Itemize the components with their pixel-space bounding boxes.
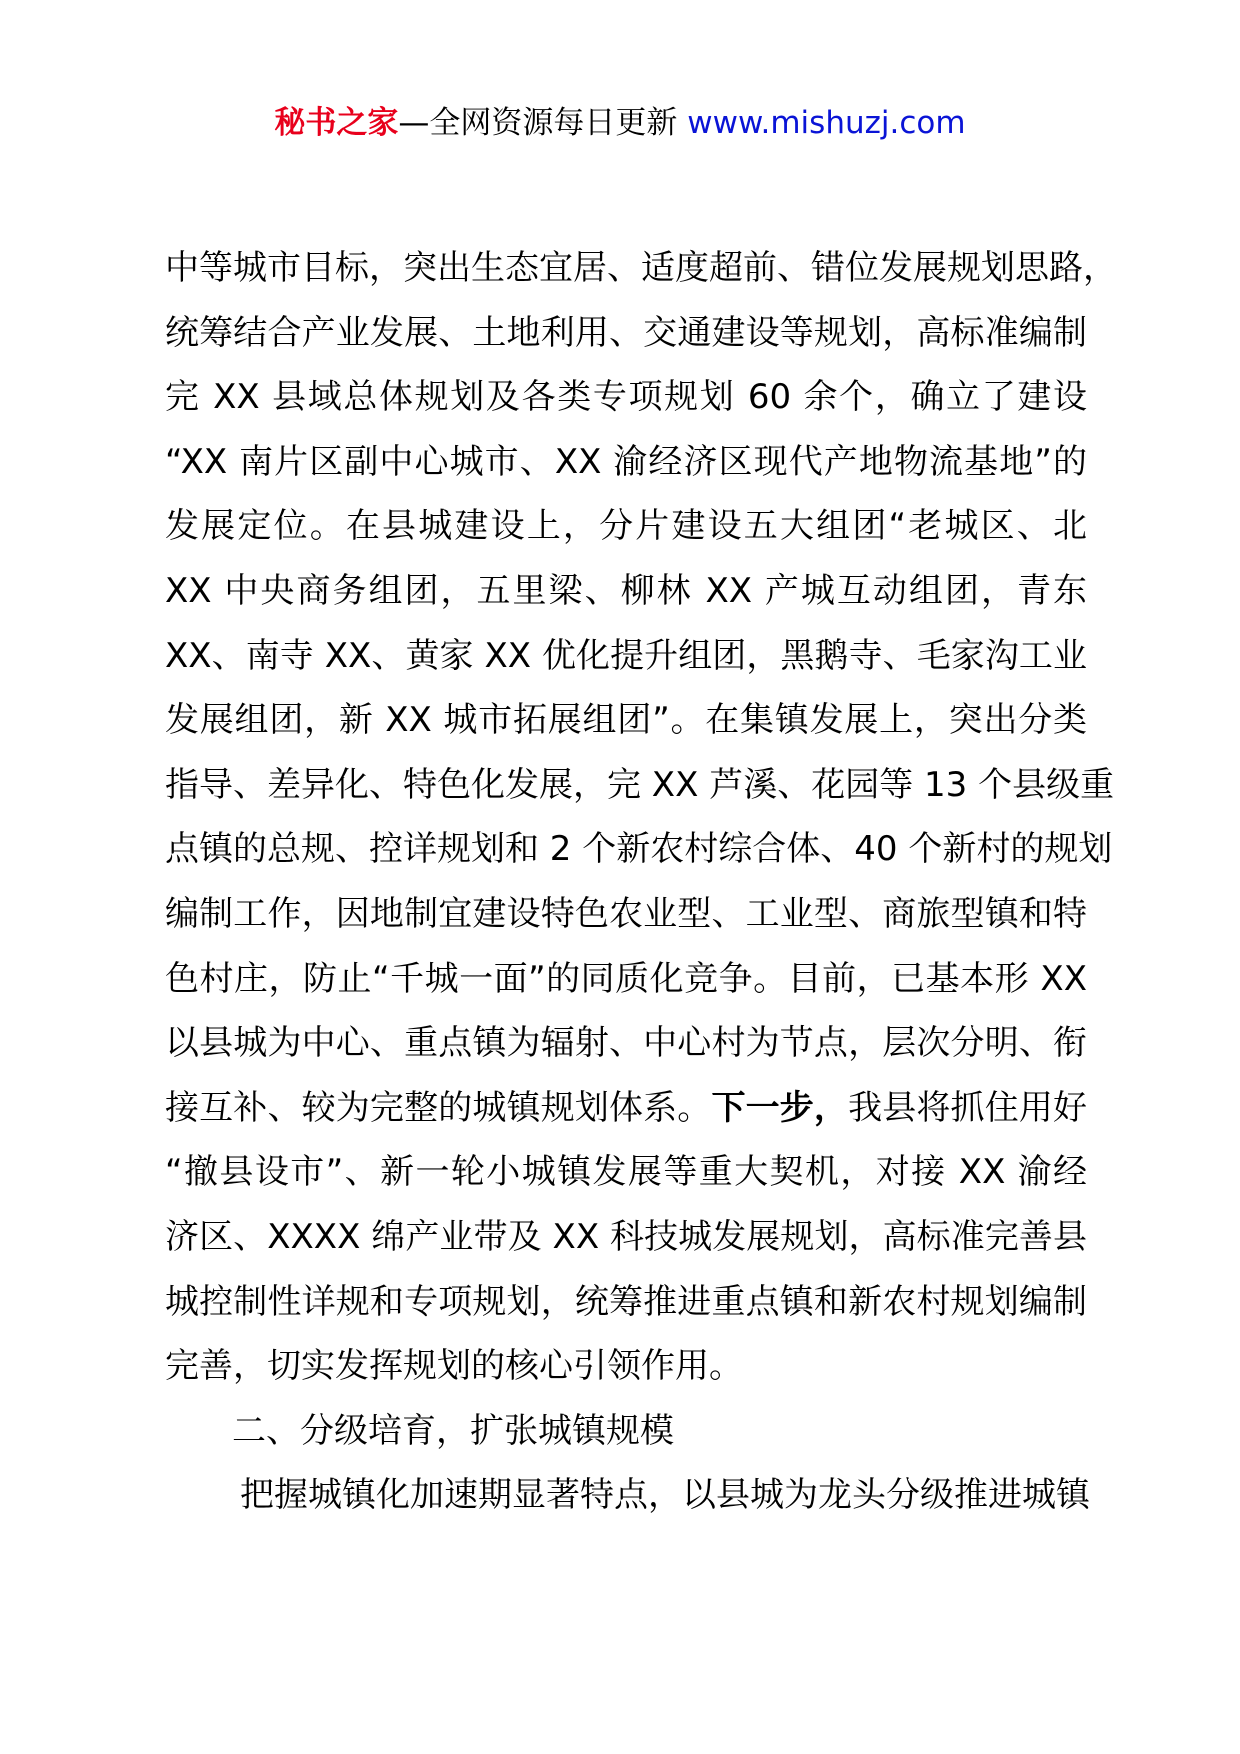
emphasis-next-step: 下一步， — [711, 1087, 849, 1128]
body-line: 点镇的总规、控详规划和 2 个新农村综合体、40 个新村的规划 — [165, 829, 1113, 870]
body-line: 发展组团，新 XX 城市拓展组团”。在集镇发展上，突出分类 — [165, 700, 1087, 741]
body-line: 编制工作，因地制宜建设特色农业型、工业型、商旅型镇和特 — [165, 893, 1087, 934]
body-line-with-emphasis — [165, 1076, 1087, 1141]
body-line: 完 XX 县域总体规划及各类专项规划 60 余个，确立了建设 — [165, 377, 1087, 418]
site-header — [0, 100, 1240, 146]
body-line: 中等城市目标，突出生态宜居、适度超前、错位发展规划思路， — [165, 248, 1117, 288]
body-line: 指导、差异化、特色化发展，完 XX 芦溪、花园等 13 个县级重 — [165, 764, 1115, 805]
body-line: 济区、XXXX 绵产业带及 XX 科技城发展规划，高标准完善县 — [165, 1216, 1087, 1257]
site-tagline: —全网资源每日更新 — [398, 105, 688, 141]
document-body — [165, 236, 1117, 1528]
site-brand: 秘书之家 — [274, 105, 399, 141]
body-line-segment: 我县将抓住用好 — [848, 1087, 1088, 1128]
body-line: XX 中央商务组团，五里梁、柳林 XX 产城互动组团，青东 — [165, 570, 1087, 611]
body-line-paragraph-start: 把握城镇化加速期显著特点，以县城为龙头分级推进城镇 — [240, 1475, 1090, 1516]
body-line: XX、南寺 XX、黄家 XX 优化提升组团，黑鹅寺、毛家沟工业 — [165, 635, 1087, 676]
body-line: “XX 南片区副中心城市、XX 渝经济区现代产地物流基地”的 — [165, 441, 1087, 482]
body-line-paragraph-end: 完善，切实发挥规划的核心引领作用。 — [165, 1346, 743, 1387]
body-line: 以县城为中心、重点镇为辐射、中心村为节点，层次分明、衔 — [165, 1023, 1087, 1064]
body-line: 色村庄，防止“千城一面”的同质化竞争。目前，已基本形 XX — [165, 958, 1087, 999]
body-line-segment: 接互补、较为完整的城镇规划体系。 — [165, 1087, 712, 1128]
body-line: 统筹结合产业发展、土地利用、交通建设等规划，高标准编制 — [165, 312, 1087, 353]
body-line: 城控制性详规和专项规划，统筹推进重点镇和新农村规划编制 — [165, 1281, 1087, 1322]
body-line: 发展定位。在县城建设上，分片建设五大组团“老城区、北 — [165, 506, 1087, 547]
section-heading: 二、分级培育，扩张城镇规模 — [232, 1410, 674, 1451]
body-line: “撤县设市”、新一轮小城镇发展等重大契机，对接 XX 渝经 — [165, 1152, 1087, 1193]
site-url-link[interactable]: www.mishuzj.com — [687, 105, 966, 141]
